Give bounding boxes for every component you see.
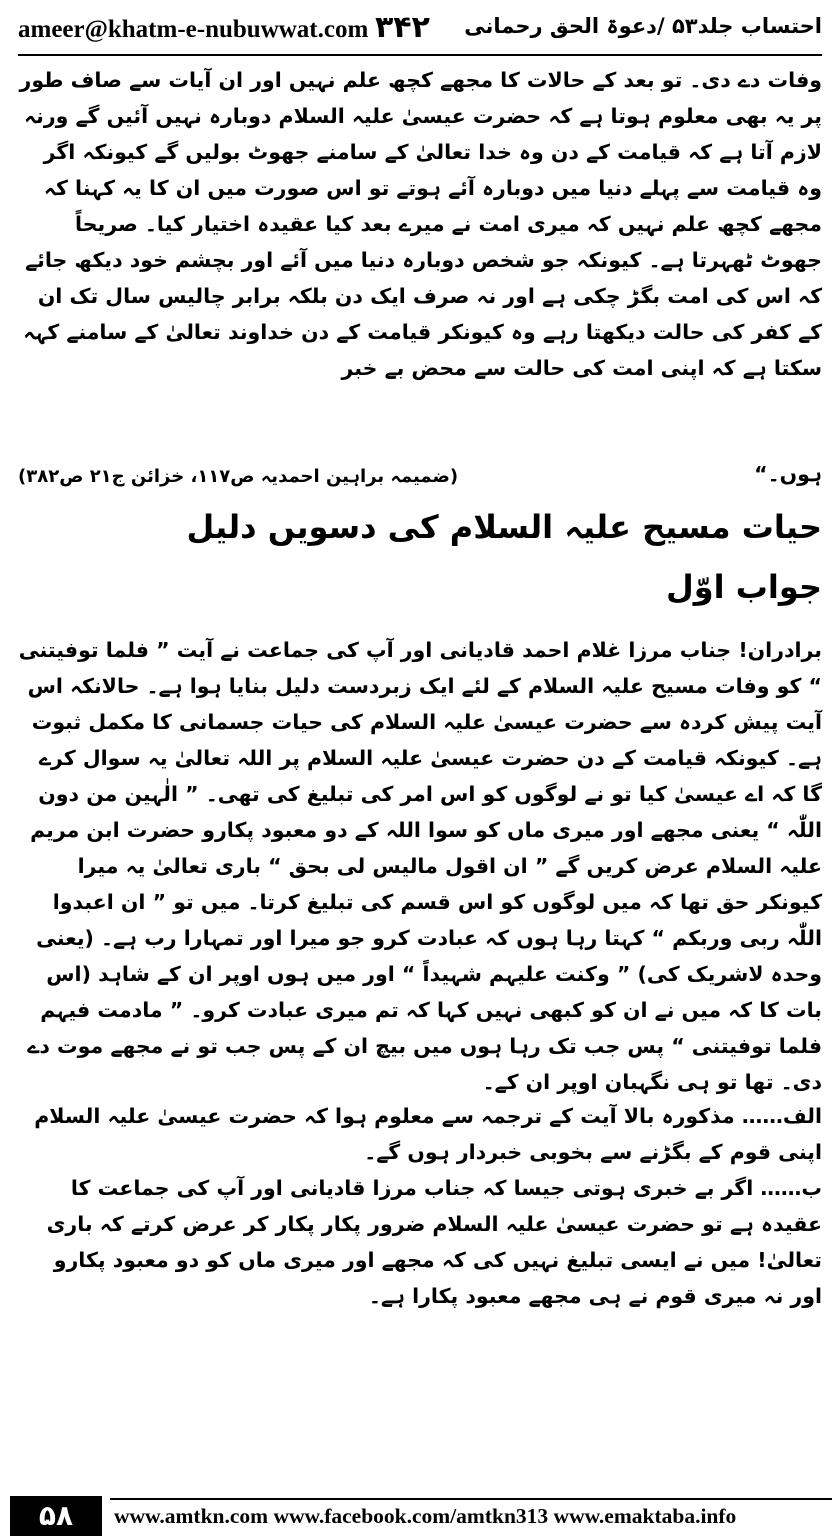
paragraph-2: برادران! جناب مرزا غلام احمد قادیانی اور آپ کی جماعت نے آیت ” فلما توفیتنی “ کو وفات مسیح علیہ السلام کے لئے ایک زبردست دلیل بنایا ہوا ہے۔ حالانکہ اس آیت پیش کردہ سے حضرت عیسیٰ علیہ السلام کی حیات جسمانی کا مکمل ثبوت ہے۔ کیونکہ قیامت کے دن حضرت عیسیٰ علیہ السلام پر اللہ تعالیٰ یہ سوال کرے گا کہ اے عیسیٰ کیا تو نے لوگوں کو اس امر کی تبلیغ کی تھی۔ ” الٰہین من دون اللّٰہ “ یعنی مجھے اور میری ماں کو سوا اللہ کے دو معبود پکارو حضرت ابن مریم علیہ السلام عرض کریں گے ” ان اقول مالیس لی بحق “ باری تعالیٰ یہ میرا کیونکر حق تھا کہ میں لوگوں کو اس قسم کی تبلیغ کرتا۔ میں تو ” ان اعبدوا اللّٰہ ربی وربکم “ کہتا رہا ہوں کہ عبادت کرو جو میرا اور تمہارا رب ہے۔ (یعنی وحدہ لاشریک کی) ” وکنت علیہم شہیداً “ اور میں ہوں اوپر ان کے شاہد (اس بات کا کہ میں نے ان کو کبھی نہیں کہا کہ تم میری عبادت کرو۔ ” مادمت فیہم فلما توفیتنی “ پس جب تک رہا ہوں میں بیچ ان کے پس جب تو نے مجھے موت دے دی۔ تھا تو ہی نگہبان اوپر ان کے۔ [18,638,822,1094]
citation-reference: (ضمیمہ براہین احمدیہ ص۱۱۷، خزائن ج۲۱ ص۳۸۲) [18,466,459,487]
paragraph-alif: الف…… مذکورہ بالا آیت کے ترجمہ سے معلوم ہوا کہ حضرت عیسیٰ علیہ السلام اپنی قوم کے بگڑنے سے بخوبی خبردار ہوں گے۔ [34,1104,822,1164]
footer-page-number: ۵۸ [10,1496,102,1536]
sub-heading: جواب اوّل [665,568,822,606]
page-footer [10,1496,832,1536]
footer-divider [110,1498,832,1500]
header-page-number: ۳۴۲ [375,10,430,45]
paragraph-bay: ب…… اگر بے خبری ہوتی جیسا کہ جناب مرزا قادیانی اور آپ کی جماعت کا عقیدہ ہے تو حضرت عیسیٰ علیہ السلام ضرور پکار پکار کر عرض کرتے کہ باری تعالیٰ! میں نے ایسی تبلیغ نہیں کی کہ مجھے اور میری ماں کو دو معبود پکارو اور نہ میری قوم نے ہی مجھے معبود پکارا ہے۔ [46,1176,822,1308]
header-email[interactable]: ameer@khatm-e-nubuwwat.com [18,16,369,43]
paragraph-1: وفات دے دی۔ تو بعد کے حالات کا مجھے کچھ علم نہیں اور ان آیات سے صاف طور پر یہ بھی معلوم ہوتا ہے کہ حضرت عیسیٰ علیہ السلام دوبارہ نہیں آئیں گے ورنہ لازم آتا ہے کہ قیامت کے دن وہ خدا تعالیٰ کے سامنے جھوٹ بولیں گے کیونکہ اگر وہ قیامت سے پہلے دنیا میں دوبارہ آئے ہوتے تو اس صورت میں ان کا یہ کہنا کہ مجھے کچھ علم نہیں کہ میری امت نے میرے بعد کیا عقیدہ اختیار کیا۔ صریحاً جھوٹ ٹھہرتا ہے۔ کیونکہ جو شخص دوبارہ دنیا میں آئے اور بچشم خود دیکھ جائے کہ اس کی امت بگڑ چکی ہے اور نہ صرف ایک دن بلکہ برابر چالیس سال تک ان کے کفر کی حالت دیکھتا رہے وہ کیونکر قیامت کے دن خداوند تعالیٰ کے سامنے کہہ سکتا ہے کہ اپنی امت کی حالت سے محض بے خبر [19,68,822,380]
header-divider [18,54,822,56]
header-book-title: احتساب جلد۵۳ /دعوۃ الحق رحمانی [464,14,822,38]
section-heading: حیات مسیح علیہ السلام کی دسویں دلیل [186,508,822,546]
page-header [18,12,822,54]
paragraph-1-ending: ہوں۔“ [754,462,822,486]
footer-links[interactable]: www.amtkn.com www.facebook.com/amtkn313 www.emaktaba.info [114,1504,737,1528]
